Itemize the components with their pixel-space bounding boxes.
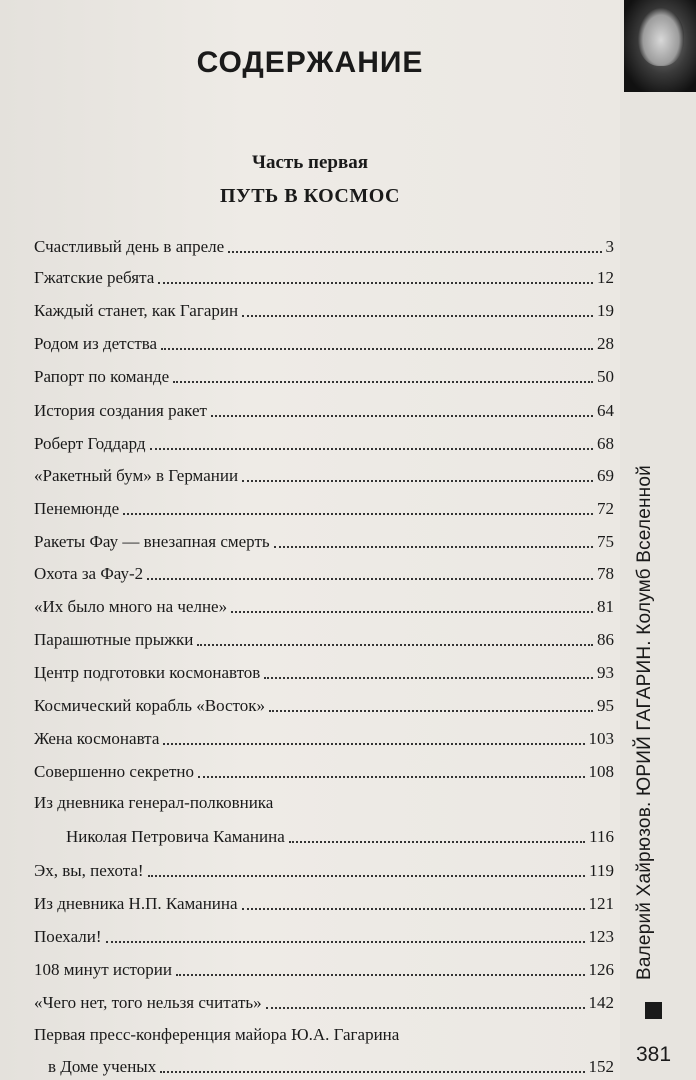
- toc-entry: Рапорт по команде 50: [34, 367, 614, 386]
- toc-entry-line1: Первая пресс-конференция майора Ю.А. Гагарина: [34, 1025, 400, 1044]
- toc-entry: Николая Петровича Каманина 116: [66, 827, 614, 846]
- part-label: Часть первая: [252, 152, 368, 173]
- toc-entry: Охота за Фау-2 78: [34, 564, 614, 583]
- toc-entry-line1: Из дневника генерал-полковника: [34, 793, 274, 812]
- toc-entry: Совершенно секретно 108: [34, 762, 614, 781]
- toc-heading: СОДЕРЖАНИЕ: [196, 46, 424, 79]
- toc-entry: История создания ракет 64: [34, 401, 614, 420]
- toc-entry: Ракеты Фау — внезапная смерть 75: [34, 532, 614, 551]
- toc-entry: Каждый станет, как Гагарин 19: [34, 301, 614, 320]
- toc-entry: Роберт Годдард 68: [34, 434, 614, 453]
- toc-entry: Родом из детства 28: [34, 334, 614, 353]
- toc-entry: Жена космонавта 103: [34, 729, 614, 748]
- running-header-vertical: Валерий Хайрюзов. ЮРИЙ ГАГАРИН. Колумб Вселенной: [634, 465, 655, 980]
- toc-entry: Космический корабль «Восток» 95: [34, 696, 614, 715]
- page-number: 381: [636, 1043, 672, 1066]
- toc-entry: «Чего нет, того нельзя считать» 142: [34, 993, 614, 1012]
- toc-entry: Счастливый день в апреле 3: [34, 237, 614, 256]
- toc-entry: Парашютные прыжки 86: [34, 630, 614, 649]
- toc-entry: в Доме ученых 152: [48, 1057, 614, 1076]
- toc-entry: Поехали! 123: [34, 927, 614, 946]
- black-square-marker: [645, 1002, 662, 1019]
- toc-entry: Гжатские ребята 12: [34, 268, 614, 287]
- toc-entry: «Ракетный бум» в Германии 69: [34, 466, 614, 485]
- toc-entry: Пенемюнде 72: [34, 499, 614, 518]
- toc-entry: «Их было много на челне» 81: [34, 597, 614, 616]
- page-edge-strip: [620, 0, 696, 1080]
- part-title: ПУТЬ В КОСМОС: [219, 185, 400, 207]
- toc-entry: Из дневника Н.П. Каманина 121: [34, 894, 614, 913]
- toc-entry: 108 минут истории 126: [34, 960, 614, 979]
- helmet-shape: [638, 8, 684, 66]
- toc-entry: Эх, вы, пехота! 119: [34, 861, 614, 880]
- gagarin-portrait-image: [624, 0, 696, 92]
- toc-entry: Центр подготовки космонавтов 93: [34, 663, 614, 682]
